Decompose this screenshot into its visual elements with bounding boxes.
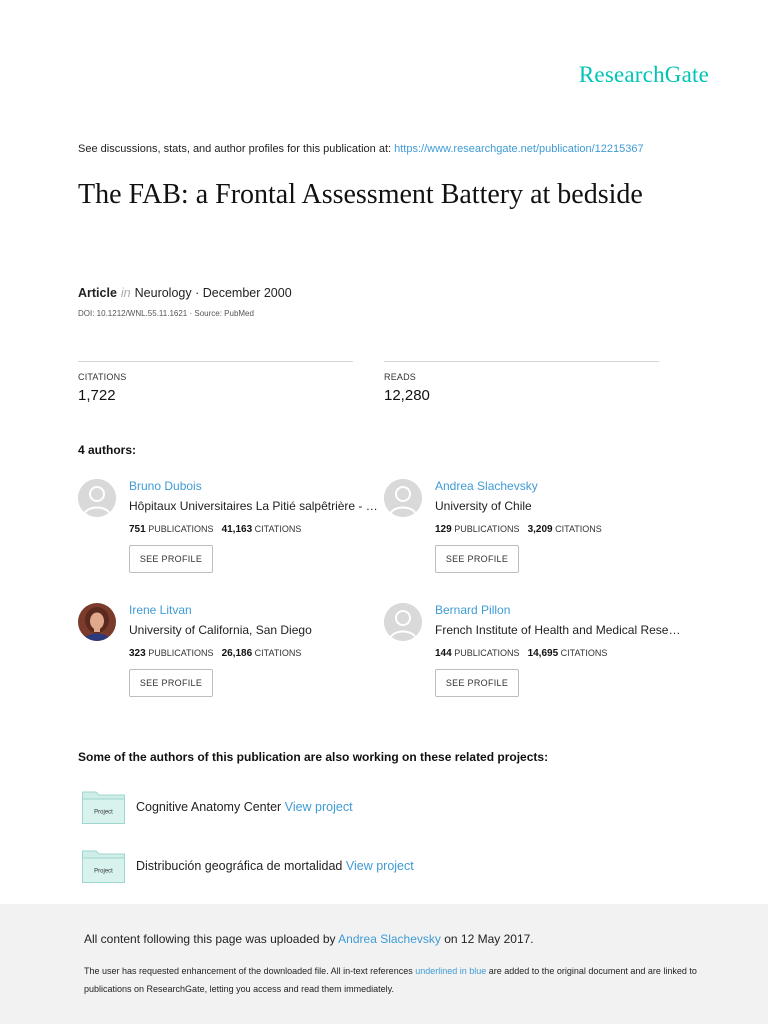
underlined-link[interactable]: underlined in blue	[415, 966, 487, 976]
upload-prefix: All content following this page was uploaded by	[84, 932, 339, 946]
publication-url-link[interactable]: https://www.researchgate.net/publication/12215367	[394, 143, 644, 155]
publication-type: Article	[78, 286, 117, 300]
discussion-line	[78, 143, 644, 155]
publications-label: PUBLICATIONS	[148, 648, 214, 658]
reads-value: 12,280	[384, 387, 430, 404]
publications-label: PUBLICATIONS	[454, 524, 520, 534]
author-institution: University of California, San Diego	[129, 623, 312, 637]
author-card	[78, 479, 378, 589]
citations-count: 26,186	[221, 648, 253, 659]
author-stats	[435, 524, 602, 535]
citations-stat	[78, 361, 353, 404]
upload-date: on 12 May 2017.	[440, 932, 534, 946]
note-prefix: The user has requested enhancement of the downloaded file. All in-text references	[84, 966, 416, 976]
project-folder-icon	[82, 849, 125, 883]
see-profile-button[interactable]: SEE PROFILE	[435, 669, 519, 697]
in-label: in	[120, 286, 131, 300]
researchgate-logo[interactable]: ResearchGate	[578, 62, 709, 87]
author-name[interactable]: Andrea Slachevsky	[435, 479, 538, 493]
see-profile-button[interactable]: SEE PROFILE	[129, 545, 213, 573]
reads-stat	[384, 361, 659, 404]
author-institution: French Institute of Health and Medical Resea…	[435, 623, 687, 637]
authors-header: 4 authors:	[78, 443, 137, 457]
project-folder-icon	[82, 790, 125, 824]
see-profile-button[interactable]: SEE PROFILE	[435, 545, 519, 573]
author-photo-icon	[78, 603, 116, 641]
related-projects-header: Some of the authors of this publication are also working on these related projects:	[78, 750, 549, 764]
author-card	[384, 479, 684, 589]
project-item	[82, 790, 582, 826]
note-suffix: are added to the original document and are linked to publications on ResearchGate, letting you access and read them immediately.	[84, 966, 697, 994]
author-name[interactable]: Bruno Dubois	[129, 479, 202, 493]
project-text	[136, 800, 353, 814]
project-item	[82, 849, 582, 885]
avatar[interactable]	[78, 603, 116, 641]
publications-count: 144	[435, 648, 452, 659]
citations-label: CITATIONS	[254, 524, 302, 534]
citations-label: CITATIONS	[555, 524, 602, 534]
publications-label: PUBLICATIONS	[454, 648, 520, 658]
author-card	[384, 603, 687, 713]
project-icon-label: Project	[94, 868, 113, 875]
author-name[interactable]: Irene Litvan	[129, 603, 192, 617]
project-text	[136, 859, 414, 873]
author-stats	[129, 524, 301, 535]
citations-count: 14,695	[527, 648, 559, 659]
user-placeholder-icon	[384, 603, 422, 641]
upload-footer	[0, 904, 768, 1024]
citations-count: 41,163	[221, 524, 253, 535]
doi-line: DOI: 10.1212/WNL.55.11.1621 · Source: PubMed	[78, 309, 254, 318]
uploader-link[interactable]: Andrea Slachevsky	[338, 932, 441, 946]
view-project-link[interactable]: View project	[345, 859, 414, 873]
project-icon-label: Project	[94, 809, 113, 816]
publications-count: 129	[435, 524, 452, 535]
project-name: Distribución geográfica de mortalidad	[136, 859, 343, 873]
publications-count: 323	[129, 648, 146, 659]
project-name: Cognitive Anatomy Center	[136, 800, 282, 814]
avatar[interactable]	[78, 479, 116, 517]
author-institution: University of Chile	[435, 499, 532, 513]
reads-label: READS	[384, 372, 417, 382]
author-institution: Hôpitaux Universitaires La Pitié salpêtrière - …	[129, 499, 378, 513]
publications-label: PUBLICATIONS	[148, 524, 214, 534]
avatar[interactable]	[384, 603, 422, 641]
publication-meta	[78, 286, 292, 300]
citations-label: CITATIONS	[560, 648, 608, 658]
author-name[interactable]: Bernard Pillon	[435, 603, 511, 617]
discussion-prefix: See discussions, stats, and author profiles for this publication at:	[78, 143, 395, 155]
publication-title: The FAB: a Frontal Assessment Battery at bedside	[78, 179, 643, 210]
avatar[interactable]	[384, 479, 422, 517]
citations-label: CITATIONS	[78, 372, 127, 382]
user-placeholder-icon	[384, 479, 422, 517]
citations-label: CITATIONS	[254, 648, 302, 658]
upload-line	[84, 932, 534, 946]
citations-count: 3,209	[527, 524, 553, 535]
publication-venue[interactable]: Neurology · December 2000	[134, 286, 292, 300]
citations-value: 1,722	[78, 387, 116, 404]
enhancement-note	[84, 962, 704, 998]
user-placeholder-icon	[78, 479, 116, 517]
see-profile-button[interactable]: SEE PROFILE	[129, 669, 213, 697]
author-card	[78, 603, 378, 713]
publications-count: 751	[129, 524, 146, 535]
author-stats	[435, 648, 607, 659]
author-stats	[129, 648, 301, 659]
view-project-link[interactable]: View project	[284, 800, 353, 814]
